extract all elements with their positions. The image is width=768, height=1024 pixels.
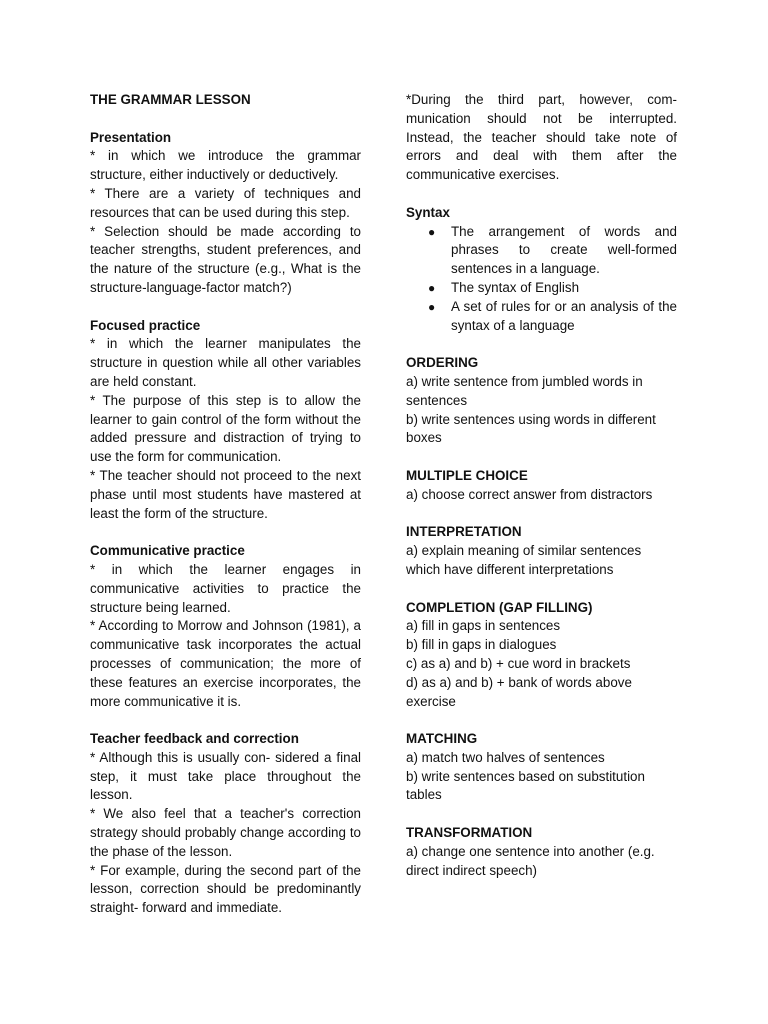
right-column	[406, 91, 677, 880]
section-completion	[406, 599, 677, 712]
exercise-line: b) write sentences using words in different boxes	[406, 411, 656, 446]
intro-paragraph: *During the third part, however, com- munication should not be interrupted. Instead, the teacher should take note of errors and deal with them after the communicative exercises.	[406, 92, 677, 183]
exercise-line: a) explain meaning of similar sentences which have different interpretations	[406, 543, 642, 577]
section-heading: COMPLETION (GAP FILLING)	[406, 599, 593, 615]
paragraph: * Selection should be made according to teacher strengths, student preferences, and the nature of the structure (e.g., What is the structure-language-factor match?)	[90, 223, 361, 295]
list-item-text: The syntax of English	[451, 279, 580, 295]
section-heading: Focused practice	[90, 317, 201, 333]
section-matching	[406, 730, 677, 805]
exercise-line: a) fill in gaps in sentences	[406, 618, 561, 634]
list-item-text: A set of rules for or an analysis of the syntax of a language	[451, 298, 677, 333]
section-heading: Communicative practice	[90, 543, 245, 559]
section-heading: ORDERING	[406, 355, 479, 371]
section-focused-practice	[90, 317, 361, 524]
exercise-line: d) as a) and b) + bank of words above exercise	[406, 674, 632, 709]
section-teacher-feedback	[90, 730, 361, 918]
paragraph: * in which the learner manipulates the structure in question while all other variables are held constant.	[90, 336, 361, 389]
exercise-line: a) change one sentence into another (e.g. direct indirect speech)	[406, 843, 655, 878]
paragraph: * There are a variety of techniques and resources that can be used during this step.	[90, 185, 361, 220]
exercise-line: c) as a) and b) + cue word in brackets	[406, 655, 631, 671]
section-heading: Presentation	[90, 129, 172, 145]
section-heading: MATCHING	[406, 731, 478, 747]
exercise-line: b) write sentences based on substitution tables	[406, 768, 645, 803]
section-interpretation	[406, 523, 677, 579]
exercise-line: b) fill in gaps in dialogues	[406, 637, 557, 653]
paragraph: * According to Morrow and Johnson (1981), a communicative task incorporates the actual processes of communication; the more of these features an exercise incorporates, the more communicative it is.	[90, 618, 361, 709]
exercise-line: a) choose correct answer from distractors	[406, 486, 653, 502]
list-item-text: The arrangement of words and phrases to create well-formed sentences in a language.	[451, 223, 677, 277]
list-item	[406, 279, 677, 298]
section-transformation	[406, 824, 677, 880]
section-communicative-practice	[90, 542, 361, 711]
paragraph: * in which we introduce the grammar structure, either inductively or deductively.	[90, 148, 361, 183]
section-heading: MULTIPLE CHOICE	[406, 467, 528, 483]
syntax-bullet-list	[406, 223, 677, 336]
left-column	[90, 91, 361, 918]
section-ordering	[406, 354, 677, 448]
paragraph: * Although this is usually con- sidered a final step, it must take place throughout the lesson.	[90, 749, 361, 803]
list-item	[406, 223, 677, 279]
paragraph: * For example, during the second part of the lesson, correction should be predominantly straight- forward and immediate.	[90, 862, 361, 916]
paragraph: * The teacher should not proceed to the next phase until most students have mastered at least the form of the structure.	[90, 467, 361, 521]
section-presentation	[90, 129, 361, 298]
section-heading: Syntax	[406, 204, 450, 220]
list-item	[406, 298, 677, 336]
paragraph: * We also feel that a teacher's correction strategy should probably change according to the phase of the lesson.	[90, 806, 361, 859]
paragraph: * in which the learner engages in communicative activities to practice the structure being learned.	[90, 561, 361, 615]
exercise-line: a) write sentence from jumbled words in sentences	[406, 373, 643, 408]
paragraph: * The purpose of this step is to allow the learner to gain control of the form without the added pressure and distraction of trying to use the form for communication.	[90, 392, 361, 465]
bullet-icon: ●	[428, 224, 436, 239]
section-multiple-choice	[406, 467, 677, 505]
exercise-line: a) match two halves of sentences	[406, 749, 605, 765]
section-heading: INTERPRETATION	[406, 524, 522, 540]
bullet-icon: ●	[428, 299, 436, 314]
section-syntax	[406, 204, 677, 336]
bullet-icon: ●	[428, 280, 436, 295]
section-heading: Teacher feedback and correction	[90, 731, 299, 747]
document-title: THE GRAMMAR LESSON	[90, 92, 251, 107]
section-heading: TRANSFORMATION	[406, 825, 533, 841]
